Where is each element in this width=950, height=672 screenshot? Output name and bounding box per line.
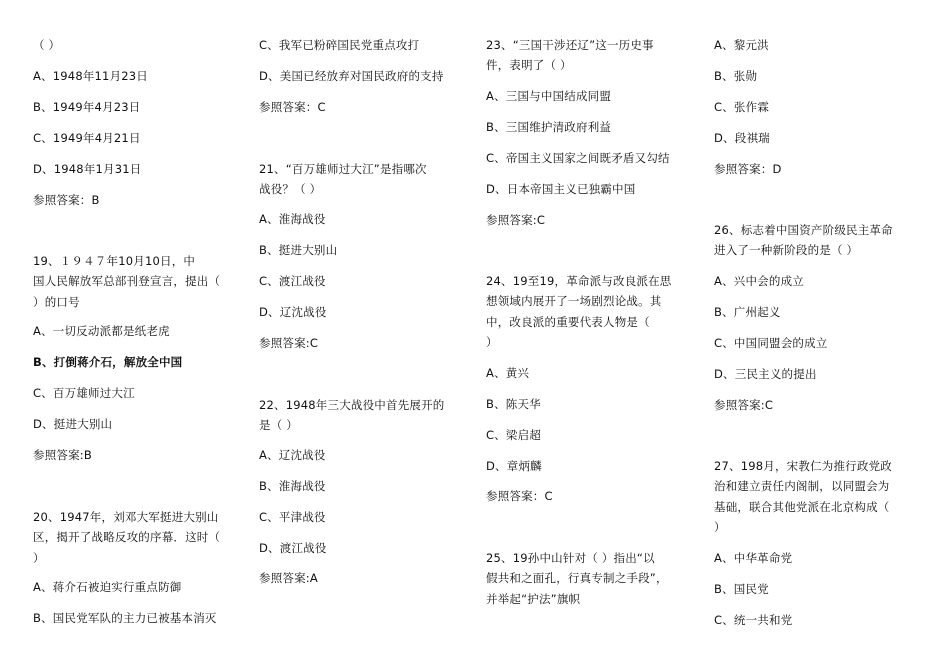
text-line: 想领域内展开了一场剧烈论战。其 bbox=[486, 294, 662, 308]
text-line: A、兴中会的成立 bbox=[714, 274, 804, 288]
text-line: C、平津战役 bbox=[259, 510, 326, 524]
text-line: 25、19孙中山针对（ ）指出“以 bbox=[486, 551, 655, 565]
text-line: C、1949年4月21日 bbox=[33, 131, 141, 145]
text-line: C、中国同盟会的成立 bbox=[714, 336, 828, 350]
text-line: 假共和之面孔，行真专制之手段”， bbox=[486, 571, 668, 585]
text-line: B、三国维护清政府利益 bbox=[486, 120, 612, 134]
text-line: 参照答案：B bbox=[33, 193, 100, 207]
text-line: 27、198月，宋教仁为推行政党政 bbox=[714, 459, 892, 473]
text-line: 参照答案:B bbox=[33, 448, 92, 462]
text-line: B、广州起义 bbox=[714, 305, 781, 319]
text-line: 中，改良派的重要代表人物是（ bbox=[486, 315, 650, 329]
text-line: A、1948年11月23日 bbox=[33, 69, 148, 83]
text-line: C、渡江战役 bbox=[259, 274, 326, 288]
text-line: A、蒋介石被迫实行重点防御 bbox=[33, 580, 182, 594]
text-line: B、国民党军队的主力已被基本消灭 bbox=[33, 611, 217, 625]
text-line: B、国民党 bbox=[714, 582, 769, 596]
text-line: 参照答案：C bbox=[486, 489, 553, 503]
text-line: 进入了一种新阶段的是（ ） bbox=[714, 243, 859, 257]
text-line: 参照答案:A bbox=[259, 571, 318, 585]
text-line: C、梁启超 bbox=[486, 428, 542, 442]
text-line: D、挺进大别山 bbox=[33, 417, 113, 431]
text-line: 区，揭开了战略反攻的序幕．这时（ bbox=[33, 530, 221, 544]
text-line: C、百万雄师过大江 bbox=[33, 386, 135, 400]
text-line: C、统一共和党 bbox=[714, 613, 793, 627]
text-line: A、一切反动派都是纸老虎 bbox=[33, 324, 170, 338]
text-line: 参照答案：C bbox=[259, 100, 326, 114]
text-line: 并举起“护法”旗帜 bbox=[486, 592, 581, 606]
text-line: C、帝国主义国家之间既矛盾又勾结 bbox=[486, 151, 670, 165]
text-line: B、1949年4月23日 bbox=[33, 100, 141, 114]
text-line: 件，表明了（ ） bbox=[486, 58, 572, 72]
text-line: B、挺进大别山 bbox=[259, 243, 338, 257]
text-line: D、章炳麟 bbox=[486, 459, 542, 473]
text-line: 是（ ） bbox=[259, 418, 298, 432]
text-line: D、美国已经放弃对国民政府的支持 bbox=[259, 69, 444, 83]
text-line: D、辽沈战役 bbox=[259, 305, 327, 319]
text-line: C、张作霖 bbox=[714, 100, 770, 114]
text-line: D、三民主义的提出 bbox=[714, 367, 817, 381]
text-line: 参照答案:C bbox=[714, 398, 774, 412]
text-line: A、中华革命党 bbox=[714, 551, 793, 565]
text-line: 22、1948年三大战役中首先展开的 bbox=[259, 398, 445, 412]
text-line: B、淮海战役 bbox=[259, 479, 326, 493]
text-line: B、陈天华 bbox=[486, 397, 541, 411]
text-line: 20、1947年，刘邓大军挺进大别山 bbox=[33, 510, 219, 524]
text-line: D、日本帝国主义已独霸中国 bbox=[486, 182, 636, 196]
text-line: 战役？（ ） bbox=[259, 182, 322, 196]
text-line: （ ） bbox=[33, 38, 61, 52]
text-line: B、打倒蒋介石，解放全中国 bbox=[33, 355, 183, 369]
text-line: 24、19至19，革命派与改良派在思 bbox=[486, 274, 672, 288]
text-line: ）的口号 bbox=[33, 295, 80, 309]
text-line: 参照答案：D bbox=[714, 162, 782, 176]
text-line: 参照答案:C bbox=[486, 213, 546, 227]
text-line: D、渡江战役 bbox=[259, 541, 327, 555]
text-line: A、黄兴 bbox=[486, 366, 530, 380]
text-line: B、张勋 bbox=[714, 69, 758, 83]
text-line: D、1948年1月31日 bbox=[33, 162, 142, 176]
text-line: 国人民解放军总部刊登宣言，提出（ bbox=[33, 274, 221, 288]
text-line: 19、１９４７年10月10日，中 bbox=[33, 254, 196, 268]
text-line: 23、“三国干涉还辽”这一历史事 bbox=[486, 38, 654, 52]
text-line: 26、标志着中国资产阶级民主革命 bbox=[714, 223, 893, 237]
text-line: A、三国与中国结成同盟 bbox=[486, 89, 612, 103]
text-line: A、辽沈战役 bbox=[259, 448, 326, 462]
text-line: A、淮海战役 bbox=[259, 212, 326, 226]
text-line: 21、“百万雄师过大江”是指哪次 bbox=[259, 162, 427, 176]
text-line: D、段祺瑞 bbox=[714, 131, 770, 145]
text-line: 基础，联合其他党派在北京构成（ bbox=[714, 500, 890, 514]
text-line: ） bbox=[486, 335, 498, 349]
text-line: ） bbox=[714, 520, 726, 534]
text-line: A、黎元洪 bbox=[714, 38, 769, 52]
text-line: 参照答案:C bbox=[259, 336, 319, 350]
text-line: ） bbox=[33, 551, 45, 565]
text-line: C、我军已粉碎国民党重点攻打 bbox=[259, 38, 420, 52]
text-line: 治和建立责任内阁制，以同盟会为 bbox=[714, 479, 890, 493]
